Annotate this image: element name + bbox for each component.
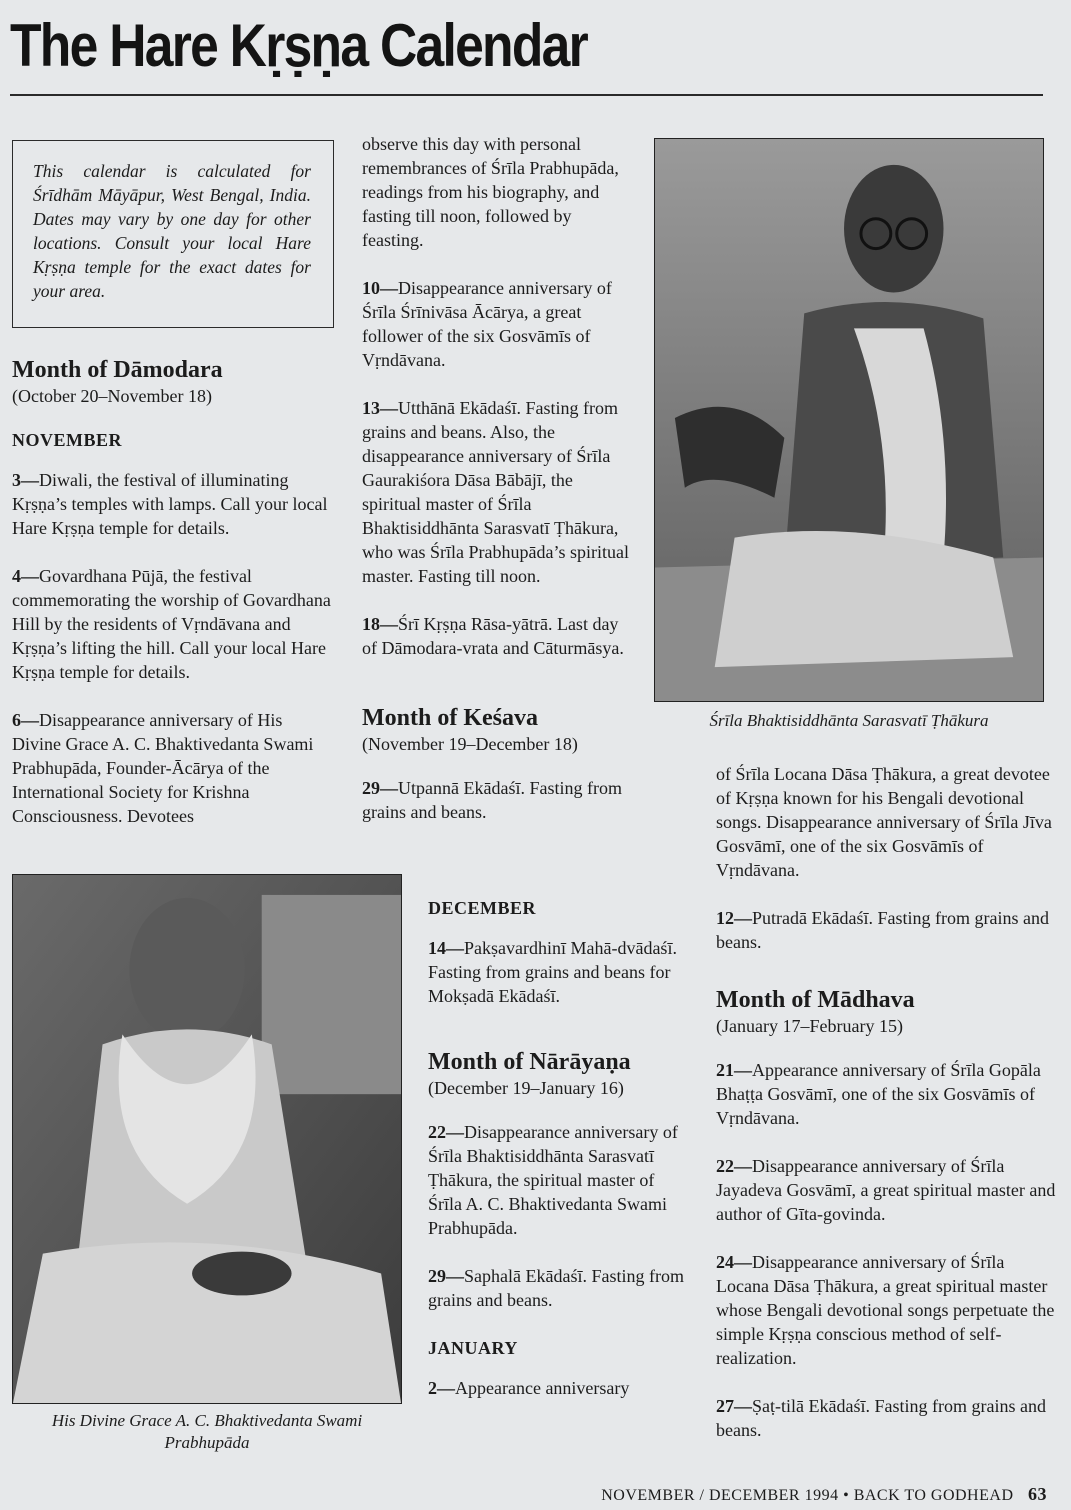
subheading-january: JANUARY (428, 1338, 518, 1358)
month-range-madhava: (January 17–February 15) (716, 1016, 903, 1036)
calendar-entry: 14—Pakṣavardhinī Mahā-dvādaśī. Fasting from grains and beans for Mokṣadā Ekādaśī. (428, 938, 677, 1006)
page-footer (601, 1484, 1047, 1505)
column-1 (12, 356, 334, 852)
calendar-entry: 10—Disappearance anniversary of Śrīla Śrīnivāsa Ācārya, a great follower of the six Gosvāmīs of Vṛndāvana. (362, 278, 612, 370)
calendar-entry: 22—Disappearance anniversary of Śrīla Jayadeva Gosvāmī, a great spiritual master and author of Gīta-govinda. (716, 1156, 1056, 1224)
month-heading-damodara: Month of Dāmodara (12, 357, 223, 383)
calendar-entry: 4—Govardhana Pūjā, the festival commemorating the worship of Govardhana Hill by the residents of Vṛndāvana and Kṛṣṇa’s lifting the hill. Call your local Hare Kṛṣṇa temple for details. (12, 566, 331, 682)
subheading-december: DECEMBER (428, 898, 537, 918)
photo-prabhupada (12, 874, 402, 1404)
month-heading-kesava: Month of Keśava (362, 705, 538, 731)
photo-bhaktisiddhanta (654, 138, 1044, 702)
continued-entry: observe this day with personal remembrances of Śrīla Prabhupāda, readings from his biography, and fasting till noon, followed by feasting. (362, 134, 619, 250)
calendar-entry: 21—Appearance anniversary of Śrīla Gopāla Bhaṭṭa Gosvāmī, one of the six Gosvāmīs of Vṛndāvana. (716, 1060, 1041, 1128)
month-heading-narayana: Month of Nārāyaṇa (428, 1049, 631, 1075)
column-2 (362, 132, 630, 848)
month-range-kesava: (November 19–December 18) (362, 734, 578, 754)
calendar-entry: 2—Appearance anniversary (428, 1378, 630, 1398)
calendar-entry: 29—Utpannā Ekādaśī. Fasting from grains and beans. (362, 778, 622, 822)
calendar-entry: 13—Utthānā Ekādaśī. Fasting from grains and beans. Also, the disappearance anniversary of Śrīla Gaurakiśora Dāsa Bābājī, the spiritual master of Śrīla Bhaktisiddhānta Sarasvatī Ṭhākura, who was Śrīla Prabhupāda’s spiritual master. Fasting till noon. (362, 398, 629, 586)
column-3 (716, 762, 1056, 1466)
calendar-entry: 3—Diwali, the festival of illuminating Kṛṣṇa’s temples with lamps. Call your local Hare Kṛṣṇa temple for details. (12, 470, 328, 538)
title-rule (10, 94, 1043, 96)
calendar-entry: 18—Śrī Kṛṣṇa Rāsa-yātrā. Last day of Dāmodara-vrata and Cāturmāsya. (362, 614, 624, 658)
page-title: The Hare Kṛṣṇa Calendar (10, 12, 588, 79)
footer-issue: NOVEMBER / DECEMBER 1994 (601, 1487, 839, 1504)
calendar-notice-box: This calendar is calculated for Śrīdhām Māyāpur, West Bengal, India. Dates may vary by one day for other locations. Consult your local Hare Kṛṣṇa temple for the exact dates for your area. (12, 140, 334, 328)
calendar-entry: 6—Disappearance anniversary of His Divine Grace A. C. Bhaktivedanta Swami Prabhupāda, Founder-Ācārya of the International Society for Krishna Consciousness. Devotees (12, 710, 314, 826)
subheading-november: NOVEMBER (12, 430, 123, 450)
caption-prabhupada: His Divine Grace A. C. Bhaktivedanta Swami Prabhupāda (51, 1411, 363, 1452)
column-2b (428, 896, 684, 1424)
calendar-entry: 22—Disappearance anniversary of Śrīla Bhaktisiddhānta Sarasvatī Ṭhākura, the spiritual master of Śrīla A. C. Bhaktivedanta Swami Prabhupāda. (428, 1122, 678, 1238)
footer-magazine: BACK TO GODHEAD (853, 1487, 1014, 1504)
month-range-narayana: (December 19–January 16) (428, 1078, 624, 1098)
page-number: 63 (1028, 1484, 1047, 1504)
month-range-damodara: (October 20–November 18) (12, 386, 212, 406)
month-heading-madhava: Month of Mādhava (716, 987, 915, 1013)
footer-separator: • (843, 1487, 850, 1504)
calendar-entry: 27—Ṣaṭ-tilā Ekādaśī. Fasting from grains and beans. (716, 1396, 1046, 1440)
calendar-entry: 12—Putradā Ekādaśī. Fasting from grains and beans. (716, 908, 1049, 952)
calendar-entry: 29—Saphalā Ekādaśī. Fasting from grains and beans. (428, 1266, 684, 1310)
caption-bhaktisiddhanta: Śrīla Bhaktisiddhānta Sarasvatī Ṭhākura (709, 711, 989, 730)
continued-entry: of Śrīla Locana Dāsa Ṭhākura, a great devotee of Kṛṣṇa known for his Bengali devotional songs. Disappearance anniversary of Śrīla Jīva Gosvāmī, one of the six Gosvāmīs of Vṛndāvana. (716, 764, 1052, 880)
calendar-entry: 24—Disappearance anniversary of Śrīla Locana Dāsa Ṭhākura, a great spiritual master whose Bengali devotional songs perpetuate the simple Kṛṣṇa conscious method of self-realization. (716, 1252, 1055, 1368)
